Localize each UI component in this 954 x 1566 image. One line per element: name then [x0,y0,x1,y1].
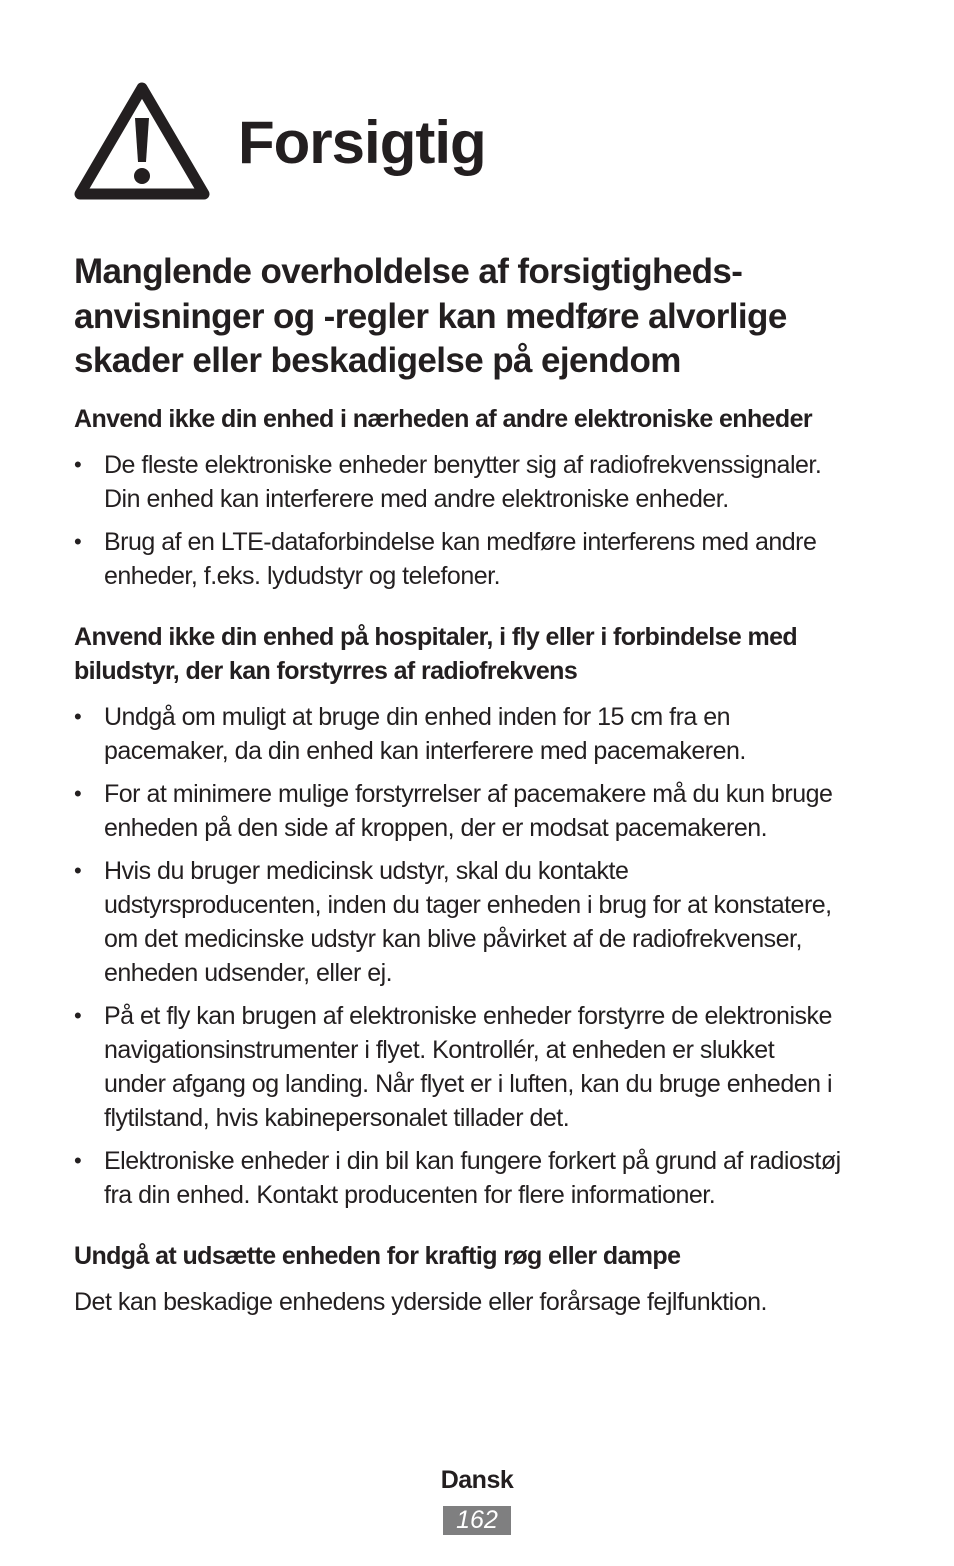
list-item: • På et fly kan brugen af elektroniske enheder forstyrre de elektroniske navigationsinstrumenter i flyet. Kontrollér, at enheden er slukket under afgang og landing. Når flyet er i luften, kan du bruge enheden i flytilstand, hvis kabinepersonalet tillader det. [74,999,894,1135]
bullet-dot: • [74,529,82,554]
list-item: • For at minimere mulige forstyrrelser af pacemakere må du kun bruge enheden på den side af kroppen, der er modsat pacemakeren. [74,777,894,845]
section-heading: Anvend ikke din enhed i nærheden af andre elektroniske enheder [74,405,813,433]
list-item: • Elektroniske enheder i din bil kan fungere forkert på grund af radiostøj fra din enhed. Kontakt producenten for flere informationer. [74,1144,894,1212]
main-heading-line: anvisninger og -regler kan medføre alvorlige [74,296,787,336]
list-item: • Hvis du bruger medicinsk udstyr, skal du kontakte udstyrsproducenten, inden du tager enheden i brug for at konstatere, om det medicinske udstyr kan blive påvirket af de radiofrekvenser, enheden udsender, eller ej. [74,854,894,990]
list-item: • Undgå om muligt at bruge din enhed inden for 15 cm fra en pacemaker, da din enhed kan interferere med pacemakeren. [74,700,894,768]
section-heading: Undgå at udsætte enheden for kraftig røg eller dampe [74,1242,681,1270]
list-item: • Brug af en LTE-dataforbindelse kan medføre interferens med andre enheder, f.eks. lydudstyr og telefoner. [74,525,894,593]
main-heading-line: skader eller beskadigelse på ejendom [74,341,681,380]
page-title: Forsigtig [238,109,486,176]
bullet-dot: • [74,781,82,806]
content-body [74,402,894,1319]
main-heading-line: Manglende overholdelse af forsigtigheds- [74,252,743,291]
bullet-dot: • [74,858,82,883]
section-hospitals-aircraft [74,620,894,1212]
section-electronic-devices [74,402,894,593]
main-heading [74,250,894,384]
section-smoke-fumes [74,1239,894,1319]
bullet-dot: • [74,1148,82,1173]
bullet-dot: • [74,1003,82,1028]
list-item: • De fleste elektroniske enheder benytter sig af radiofrekvenssignaler. Din enhed kan interferere med andre elektroniske enheder. [74,448,894,516]
footer-language: Dansk [440,1466,514,1494]
bullet-list [74,448,894,593]
bullet-dot: • [74,704,82,729]
page-header [74,80,210,202]
bullet-dot: • [74,452,82,477]
bullet-list [74,700,894,1212]
page-number: 162 [443,1506,511,1535]
warning-triangle-icon [74,80,210,202]
section-paragraph: Det kan beskadige enhedens yderside eller forårsage fejlfunktion. [74,1288,767,1316]
section-heading: Anvend ikke din enhed på hospitaler, i fly eller i forbindelse med biludstyr, der kan forstyrres af radiofrekvens [74,623,798,685]
